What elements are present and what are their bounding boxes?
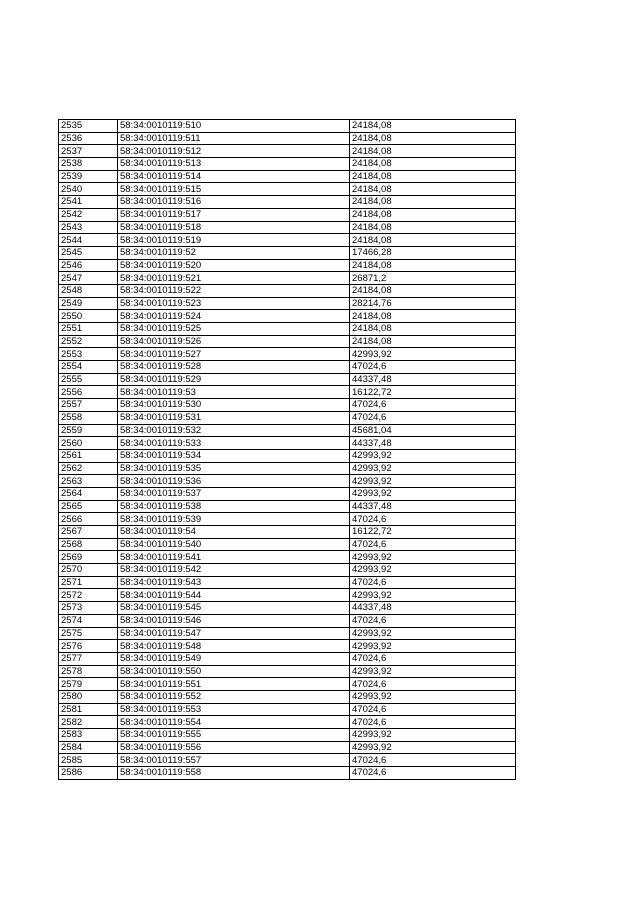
table-row <box>59 411 516 424</box>
row-number-cell: 2535 <box>59 120 118 133</box>
row-number-cell: 2568 <box>59 538 118 551</box>
row-number-cell: 2543 <box>59 221 118 234</box>
value-cell: 24184,08 <box>350 170 516 183</box>
table-row <box>59 754 516 767</box>
row-number-cell: 2546 <box>59 259 118 272</box>
cadastral-number-cell: 58:34:0010119:539 <box>118 513 350 526</box>
value-cell: 16122,72 <box>350 526 516 539</box>
table-row <box>59 120 516 133</box>
value-cell: 47024,6 <box>350 652 516 665</box>
cadastral-number-cell: 58:34:0010119:532 <box>118 424 350 437</box>
value-cell: 47024,6 <box>350 538 516 551</box>
value-cell: 47024,6 <box>350 703 516 716</box>
value-cell: 42993,92 <box>350 690 516 703</box>
value-cell: 42993,92 <box>350 729 516 742</box>
value-cell: 42993,92 <box>350 640 516 653</box>
value-cell: 24184,08 <box>350 335 516 348</box>
cadastral-number-cell: 58:34:0010119:558 <box>118 767 350 780</box>
value-cell: 17466,28 <box>350 246 516 259</box>
table-row <box>59 335 516 348</box>
row-number-cell: 2536 <box>59 132 118 145</box>
cadastral-number-cell: 58:34:0010119:557 <box>118 754 350 767</box>
table-row <box>59 284 516 297</box>
row-number-cell: 2583 <box>59 729 118 742</box>
table-body <box>59 120 516 780</box>
row-number-cell: 2564 <box>59 487 118 500</box>
cadastral-number-cell: 58:34:0010119:53 <box>118 386 350 399</box>
table-row <box>59 132 516 145</box>
cadastral-number-cell: 58:34:0010119:530 <box>118 399 350 412</box>
cadastral-number-cell: 58:34:0010119:537 <box>118 487 350 500</box>
value-cell: 24184,08 <box>350 208 516 221</box>
row-number-cell: 2577 <box>59 652 118 665</box>
row-number-cell: 2567 <box>59 526 118 539</box>
row-number-cell: 2553 <box>59 348 118 361</box>
table-row <box>59 259 516 272</box>
value-cell: 24184,08 <box>350 145 516 158</box>
row-number-cell: 2560 <box>59 437 118 450</box>
value-cell: 42993,92 <box>350 348 516 361</box>
cadastral-number-cell: 58:34:0010119:517 <box>118 208 350 221</box>
value-cell: 42993,92 <box>350 564 516 577</box>
row-number-cell: 2582 <box>59 716 118 729</box>
cadastral-number-cell: 58:34:0010119:510 <box>118 120 350 133</box>
row-number-cell: 2559 <box>59 424 118 437</box>
table-row <box>59 576 516 589</box>
cadastral-number-cell: 58:34:0010119:549 <box>118 652 350 665</box>
table-row <box>59 551 516 564</box>
table-row <box>59 221 516 234</box>
table-row <box>59 589 516 602</box>
value-cell: 24184,08 <box>350 234 516 247</box>
value-cell: 47024,6 <box>350 361 516 374</box>
cadastral-number-cell: 58:34:0010119:538 <box>118 500 350 513</box>
value-cell: 28214,76 <box>350 297 516 310</box>
row-number-cell: 2552 <box>59 335 118 348</box>
table-row <box>59 703 516 716</box>
table-row <box>59 462 516 475</box>
table-row <box>59 729 516 742</box>
row-number-cell: 2571 <box>59 576 118 589</box>
value-cell: 47024,6 <box>350 411 516 424</box>
value-cell: 24184,08 <box>350 158 516 171</box>
table-row <box>59 183 516 196</box>
cadastral-number-cell: 58:34:0010119:525 <box>118 323 350 336</box>
row-number-cell: 2551 <box>59 323 118 336</box>
table-row <box>59 208 516 221</box>
value-cell: 42993,92 <box>350 475 516 488</box>
row-number-cell: 2581 <box>59 703 118 716</box>
row-number-cell: 2554 <box>59 361 118 374</box>
table-row <box>59 602 516 615</box>
cadastral-number-cell: 58:34:0010119:545 <box>118 602 350 615</box>
cadastral-number-cell: 58:34:0010119:515 <box>118 183 350 196</box>
row-number-cell: 2549 <box>59 297 118 310</box>
value-cell: 42993,92 <box>350 462 516 475</box>
table-row <box>59 716 516 729</box>
value-cell: 42993,92 <box>350 665 516 678</box>
cadastral-number-cell: 58:34:0010119:523 <box>118 297 350 310</box>
table-row <box>59 246 516 259</box>
row-number-cell: 2540 <box>59 183 118 196</box>
value-cell: 42993,92 <box>350 627 516 640</box>
table-row <box>59 449 516 462</box>
table-row <box>59 538 516 551</box>
cadastral-number-cell: 58:34:0010119:528 <box>118 361 350 374</box>
row-number-cell: 2548 <box>59 284 118 297</box>
cadastral-number-cell: 58:34:0010119:550 <box>118 665 350 678</box>
cadastral-number-cell: 58:34:0010119:555 <box>118 729 350 742</box>
cadastral-number-cell: 58:34:0010119:531 <box>118 411 350 424</box>
table-row <box>59 487 516 500</box>
value-cell: 47024,6 <box>350 576 516 589</box>
row-number-cell: 2556 <box>59 386 118 399</box>
row-number-cell: 2584 <box>59 741 118 754</box>
cadastral-number-cell: 58:34:0010119:513 <box>118 158 350 171</box>
cadastral-number-cell: 58:34:0010119:516 <box>118 196 350 209</box>
table-row <box>59 741 516 754</box>
value-cell: 42993,92 <box>350 589 516 602</box>
row-number-cell: 2557 <box>59 399 118 412</box>
row-number-cell: 2555 <box>59 373 118 386</box>
table-row <box>59 690 516 703</box>
row-number-cell: 2561 <box>59 449 118 462</box>
value-cell: 45681,04 <box>350 424 516 437</box>
cadastral-number-cell: 58:34:0010119:52 <box>118 246 350 259</box>
cadastral-number-cell: 58:34:0010119:521 <box>118 272 350 285</box>
value-cell: 47024,6 <box>350 716 516 729</box>
table-row <box>59 145 516 158</box>
value-cell: 24184,08 <box>350 284 516 297</box>
cadastral-number-cell: 58:34:0010119:554 <box>118 716 350 729</box>
cadastral-value-table <box>58 119 516 780</box>
cadastral-number-cell: 58:34:0010119:520 <box>118 259 350 272</box>
row-number-cell: 2566 <box>59 513 118 526</box>
value-cell: 26871,2 <box>350 272 516 285</box>
cadastral-number-cell: 58:34:0010119:553 <box>118 703 350 716</box>
row-number-cell: 2538 <box>59 158 118 171</box>
value-cell: 44337,48 <box>350 500 516 513</box>
value-cell: 24184,08 <box>350 120 516 133</box>
cadastral-number-cell: 58:34:0010119:544 <box>118 589 350 602</box>
cadastral-number-cell: 58:34:0010119:540 <box>118 538 350 551</box>
value-cell: 44337,48 <box>350 602 516 615</box>
row-number-cell: 2578 <box>59 665 118 678</box>
cadastral-number-cell: 58:34:0010119:535 <box>118 462 350 475</box>
table-row <box>59 234 516 247</box>
value-cell: 44337,48 <box>350 373 516 386</box>
cadastral-number-cell: 58:34:0010119:536 <box>118 475 350 488</box>
table-row <box>59 272 516 285</box>
cadastral-number-cell: 58:34:0010119:518 <box>118 221 350 234</box>
value-cell: 47024,6 <box>350 767 516 780</box>
value-cell: 42993,92 <box>350 741 516 754</box>
row-number-cell: 2541 <box>59 196 118 209</box>
value-cell: 42993,92 <box>350 449 516 462</box>
table-row <box>59 424 516 437</box>
cadastral-number-cell: 58:34:0010119:522 <box>118 284 350 297</box>
row-number-cell: 2586 <box>59 767 118 780</box>
row-number-cell: 2573 <box>59 602 118 615</box>
row-number-cell: 2565 <box>59 500 118 513</box>
table-row <box>59 652 516 665</box>
value-cell: 47024,6 <box>350 678 516 691</box>
row-number-cell: 2580 <box>59 690 118 703</box>
table-row <box>59 323 516 336</box>
row-number-cell: 2562 <box>59 462 118 475</box>
cadastral-number-cell: 58:34:0010119:519 <box>118 234 350 247</box>
value-cell: 47024,6 <box>350 399 516 412</box>
value-cell: 24184,08 <box>350 196 516 209</box>
cadastral-number-cell: 58:34:0010119:511 <box>118 132 350 145</box>
value-cell: 42993,92 <box>350 551 516 564</box>
table-row <box>59 348 516 361</box>
row-number-cell: 2574 <box>59 614 118 627</box>
value-cell: 42993,92 <box>350 487 516 500</box>
cadastral-number-cell: 58:34:0010119:534 <box>118 449 350 462</box>
value-cell: 47024,6 <box>350 614 516 627</box>
cadastral-number-cell: 58:34:0010119:546 <box>118 614 350 627</box>
cadastral-number-cell: 58:34:0010119:548 <box>118 640 350 653</box>
value-cell: 24184,08 <box>350 132 516 145</box>
cadastral-number-cell: 58:34:0010119:527 <box>118 348 350 361</box>
cadastral-number-cell: 58:34:0010119:526 <box>118 335 350 348</box>
cadastral-number-cell: 58:34:0010119:543 <box>118 576 350 589</box>
value-cell: 47024,6 <box>350 754 516 767</box>
row-number-cell: 2539 <box>59 170 118 183</box>
table-row <box>59 614 516 627</box>
row-number-cell: 2579 <box>59 678 118 691</box>
table-row <box>59 678 516 691</box>
table-row <box>59 196 516 209</box>
row-number-cell: 2558 <box>59 411 118 424</box>
cadastral-number-cell: 58:34:0010119:524 <box>118 310 350 323</box>
cadastral-number-cell: 58:34:0010119:54 <box>118 526 350 539</box>
table-row <box>59 158 516 171</box>
table-row <box>59 386 516 399</box>
row-number-cell: 2545 <box>59 246 118 259</box>
cadastral-number-cell: 58:34:0010119:514 <box>118 170 350 183</box>
value-cell: 24184,08 <box>350 310 516 323</box>
table-row <box>59 170 516 183</box>
table-row <box>59 665 516 678</box>
table-row <box>59 437 516 450</box>
value-cell: 24184,08 <box>350 221 516 234</box>
cadastral-number-cell: 58:34:0010119:529 <box>118 373 350 386</box>
value-cell: 16122,72 <box>350 386 516 399</box>
row-number-cell: 2544 <box>59 234 118 247</box>
value-cell: 24184,08 <box>350 183 516 196</box>
cadastral-number-cell: 58:34:0010119:512 <box>118 145 350 158</box>
value-cell: 44337,48 <box>350 437 516 450</box>
row-number-cell: 2550 <box>59 310 118 323</box>
row-number-cell: 2570 <box>59 564 118 577</box>
table-row <box>59 475 516 488</box>
cadastral-number-cell: 58:34:0010119:542 <box>118 564 350 577</box>
table-row <box>59 627 516 640</box>
table-row <box>59 399 516 412</box>
table-row <box>59 297 516 310</box>
cadastral-number-cell: 58:34:0010119:533 <box>118 437 350 450</box>
value-cell: 47024,6 <box>350 513 516 526</box>
row-number-cell: 2542 <box>59 208 118 221</box>
cadastral-number-cell: 58:34:0010119:556 <box>118 741 350 754</box>
row-number-cell: 2569 <box>59 551 118 564</box>
row-number-cell: 2576 <box>59 640 118 653</box>
table-row <box>59 640 516 653</box>
row-number-cell: 2572 <box>59 589 118 602</box>
table-row <box>59 513 516 526</box>
row-number-cell: 2563 <box>59 475 118 488</box>
cadastral-number-cell: 58:34:0010119:547 <box>118 627 350 640</box>
table-row <box>59 373 516 386</box>
row-number-cell: 2547 <box>59 272 118 285</box>
row-number-cell: 2585 <box>59 754 118 767</box>
table-row <box>59 564 516 577</box>
cadastral-number-cell: 58:34:0010119:551 <box>118 678 350 691</box>
value-cell: 24184,08 <box>350 323 516 336</box>
table-row <box>59 526 516 539</box>
row-number-cell: 2537 <box>59 145 118 158</box>
table-row <box>59 310 516 323</box>
row-number-cell: 2575 <box>59 627 118 640</box>
table-row <box>59 361 516 374</box>
value-cell: 24184,08 <box>350 259 516 272</box>
table-row <box>59 767 516 780</box>
cadastral-number-cell: 58:34:0010119:541 <box>118 551 350 564</box>
table-row <box>59 500 516 513</box>
cadastral-number-cell: 58:34:0010119:552 <box>118 690 350 703</box>
